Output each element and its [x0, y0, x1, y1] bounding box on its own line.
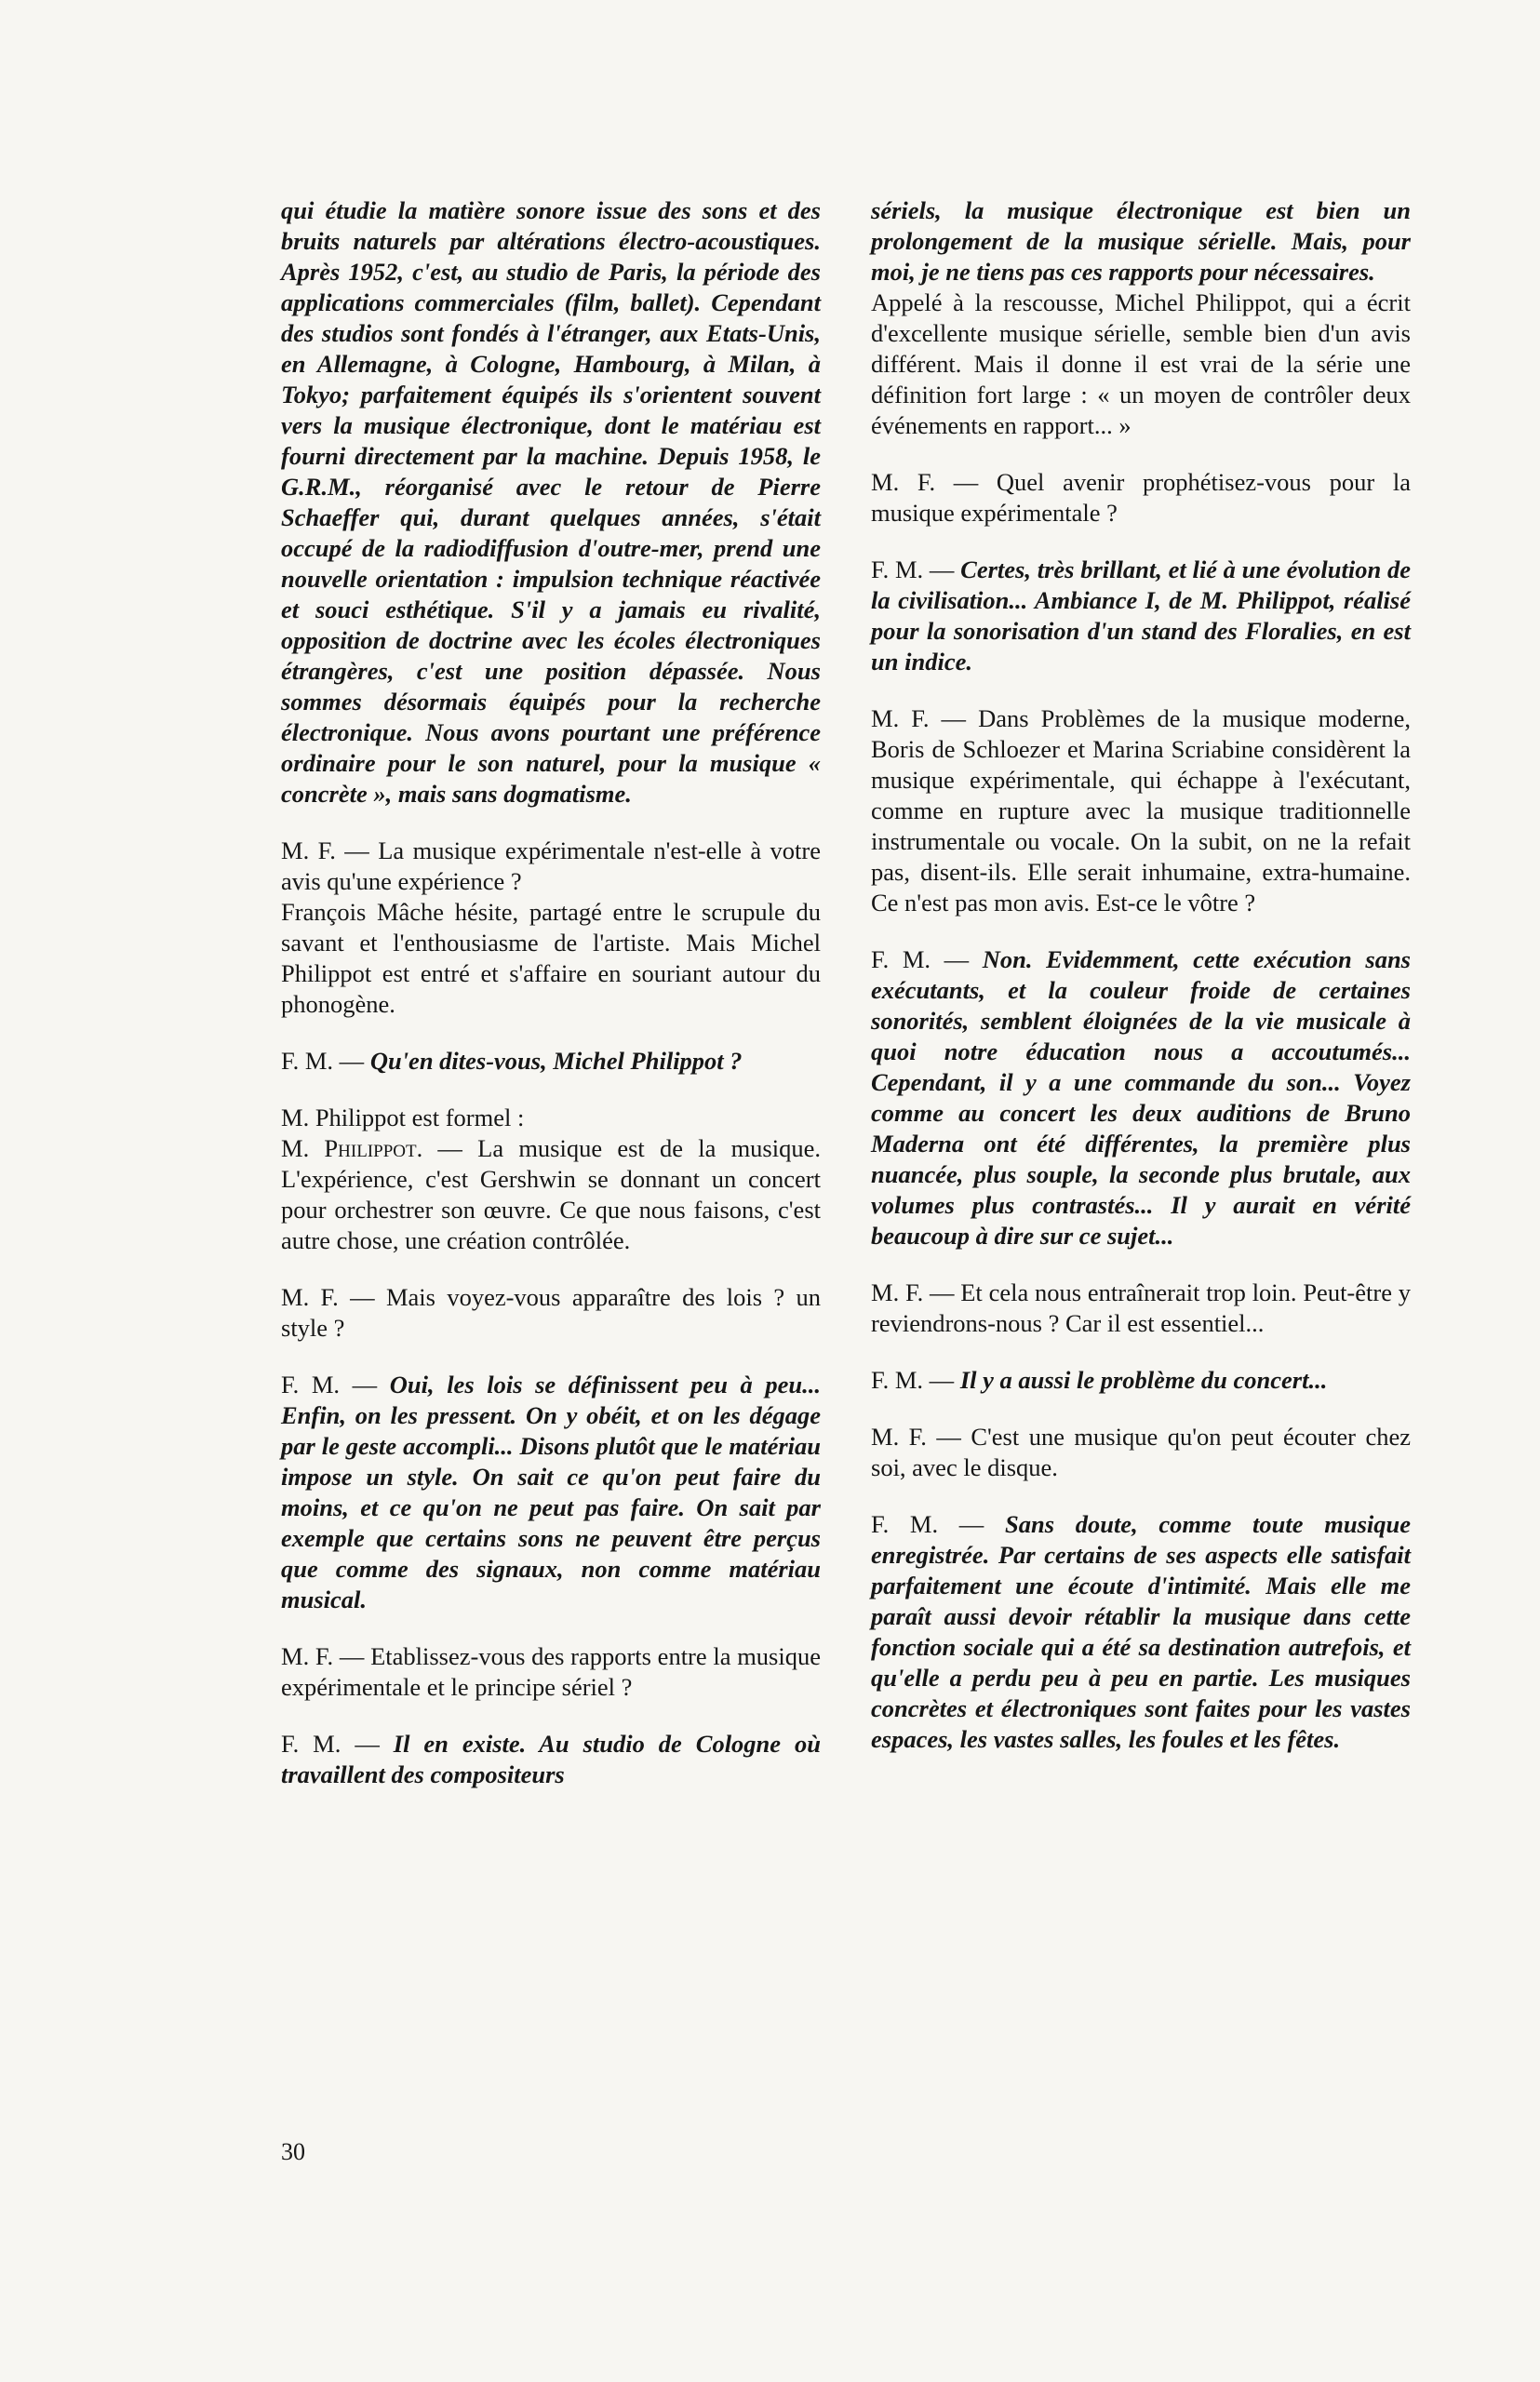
paragraph-text: M. Philippot est formel : — [281, 1104, 525, 1131]
paragraph-text: Certes, très brillant, et lié à une évolution de la civilisation... Ambiance I, de M. Philippot, réalisé pour la sonorisation d'un stand des Floralies, en est un indice. — [871, 555, 1412, 676]
dialogue-paragraph — [281, 1046, 821, 1077]
paragraph-text: qui étudie la matière sonore issue des sons et des bruits naturels par altérations électro-acoustiques. Après 1952, c'est, au studio de Paris, la période des applications commerciales (film, ballet). Cependant des studios sont fondés à l'étranger, aux Etats-Unis, en Allemagne, à Cologne, Hambourg, à Milan, à Tokyo; parfaitement équipés ils s'orientent souvent vers la musique électronique, dont le matériau est fourni directement par la machine. Depuis 1958, le G.R.M., réorganisé avec le retour de Pierre Schaeffer qui, durant quelques années, s'était occupé de la radiodiffusion d'outre-mer, prend une nouvelle orientation : impulsion technique réactivée et souci esthétique. S'il y a jamais eu rivalité, opposition de doctrine avec les écoles électroniques étrangères, c'est une position dépassée. Nous sommes désormais équipés pour la recherche électronique. Nous avons pourtant une préférence ordinaire pour le son naturel, pour la musique « concrète », mais sans dogmatisme. — [281, 196, 821, 808]
paragraph-text: La musique expérimentale n'est-elle à votre avis qu'une expérience ? — [281, 836, 821, 895]
page-number: 30 — [281, 2138, 305, 2165]
speaker-label: M. F. — — [871, 704, 979, 732]
speaker-label: F. M. — — [871, 1510, 1005, 1538]
dialogue-paragraph — [871, 1278, 1411, 1339]
narrative-paragraph — [281, 1103, 821, 1133]
right-column — [871, 195, 1411, 1755]
narrative-paragraph — [281, 897, 821, 1020]
paragraph-text: Mais voyez-vous apparaître des lois ? un style ? — [281, 1283, 821, 1342]
dialogue-paragraph — [871, 555, 1411, 677]
speaker-label: M. F. — — [281, 836, 379, 864]
dialogue-paragraph — [871, 467, 1411, 529]
paragraph-text: Il y a aussi le problème du concert... — [959, 1366, 1328, 1394]
paragraph-text: Oui, les lois se définissent peu à peu... Enfin, on les pressent. On y obéit, et on les dégage par le geste accompli... Disons plutôt que le matériau impose un style. On sait ce qu'on peut faire du moins, et ce qu'on ne peut pas faire. On sait par exemple que certains sons ne peuvent être perçus que comme des signaux, non comme matériau musical. — [281, 1371, 821, 1613]
paragraph-text: François Mâche hésite, partagé entre le scrupule du savant et l'enthousiasme de l'artiste. Mais Michel Philippot est entré et s'affaire en souriant autour du phonogène. — [281, 898, 821, 1018]
dialogue-paragraph — [871, 1509, 1411, 1755]
dialogue-paragraph — [281, 1729, 821, 1790]
paragraph-text: Sans doute, comme toute musique enregistrée. Par certains de ses aspects elle satisfait parfaitement une écoute d'intimité. Mais elle me paraît aussi devoir rétablir la musique dans cette fonction sociale qui a été sa destination autrefois, et qu'elle a perdu peu à peu en partie. Les musiques concrètes et électroniques sont faites pour les vastes espaces, les vastes salles, les foules et les fêtes. — [871, 1510, 1411, 1753]
speaker-label: F. M. — — [281, 1730, 394, 1758]
speaker-label: M. F. — — [871, 468, 997, 496]
paragraph-text: C'est une musique qu'on peut écouter chez soi, avec le disque. — [871, 1423, 1412, 1481]
speaker-label: M. F. — — [281, 1642, 371, 1670]
dialogue-paragraph — [281, 1370, 821, 1615]
speaker-label: M. F. — — [281, 1283, 386, 1311]
speaker-label: F. M. — — [871, 555, 961, 583]
dialogue-paragraph — [281, 1133, 821, 1256]
speaker-label: F. M. — — [281, 1371, 390, 1398]
dialogue-paragraph — [871, 944, 1411, 1251]
paragraph-text: Quel avenir prophétisez-vous pour la musique expérimentale ? — [871, 468, 1411, 527]
dialogue-paragraph — [871, 703, 1411, 918]
paragraph-text: Appelé à la rescousse, Michel Philippot, qui a écrit d'excellente musique sérielle, semble bien d'un avis différent. Mais il donne il est vrai de la série une définition fort large : « un moyen de contrôler deux événements en rapport... » — [871, 288, 1411, 439]
dialogue-paragraph — [871, 1365, 1411, 1396]
paragraph-text: Dans Problèmes de la musique moderne, Boris de Schloezer et Marina Scriabine considèrent la musique expérimentale, qui échappe à l'exécutant, comme en rupture avec la musique traditionnelle instrumentale ou vocale. On la subit, on ne la refait pas, disent-ils. Elle serait inhumaine, extra-humaine. Ce n'est pas mon avis. Est-ce le vôtre ? — [871, 704, 1412, 917]
paragraph-text: La musique est de la musique. L'expérience, c'est Gershwin se donnant un concert pour orchestrer son œuvre. Ce que nous faisons, c'est autre chose, une création contrôlée. — [281, 1134, 821, 1254]
dialogue-paragraph — [871, 1422, 1411, 1483]
paragraph-text: Et cela nous entraînerait trop loin. Peut-être y reviendrons-nous ? Car il est essentiel... — [871, 1278, 1411, 1337]
narrative-paragraph — [281, 195, 821, 810]
dialogue-paragraph — [281, 836, 821, 897]
paragraph-text: Il en existe. Au studio de Cologne où travaillent des compositeurs — [281, 1730, 821, 1788]
paragraph-text: Non. Evidemment, cette exécution sans exécutants, et la couleur froide de certaines sonorités, semblent éloignées de la vie musicale à quoi notre éducation nous a accoutumés... Cependant, il y a une commande du son... Voyez comme au concert les deux auditions de Bruno Maderna ont été différentes, la première plus nuancée, plus souple, la seconde plus brutale, aux volumes plus contrastés... Il y aurait en vérité beaucoup à dire sur ce sujet... — [871, 945, 1411, 1250]
speaker-label: F. M. — — [871, 1366, 960, 1394]
paragraph-text: sériels, la musique électronique est bien un prolongement de la musique sérielle. Mais, pour moi, je ne tiens pas ces rapports pour nécessaires. — [871, 196, 1411, 286]
narrative-paragraph — [871, 195, 1411, 288]
speaker-label: M. F. — — [871, 1278, 961, 1306]
left-column — [281, 195, 821, 1790]
speaker-label: M. F. — — [871, 1423, 971, 1451]
speaker-label: M. Philippot. — — [281, 1134, 478, 1162]
dialogue-paragraph — [281, 1641, 821, 1703]
paragraph-text: Qu'en dites-vous, Michel Philippot ? — [369, 1047, 743, 1075]
paragraph-text: Etablissez-vous des rapports entre la musique expérimentale et le principe sériel ? — [281, 1642, 821, 1701]
dialogue-paragraph — [281, 1282, 821, 1344]
speaker-label: F. M. — — [871, 945, 983, 973]
narrative-paragraph — [871, 288, 1411, 441]
speaker-label: F. M. — — [281, 1047, 370, 1075]
